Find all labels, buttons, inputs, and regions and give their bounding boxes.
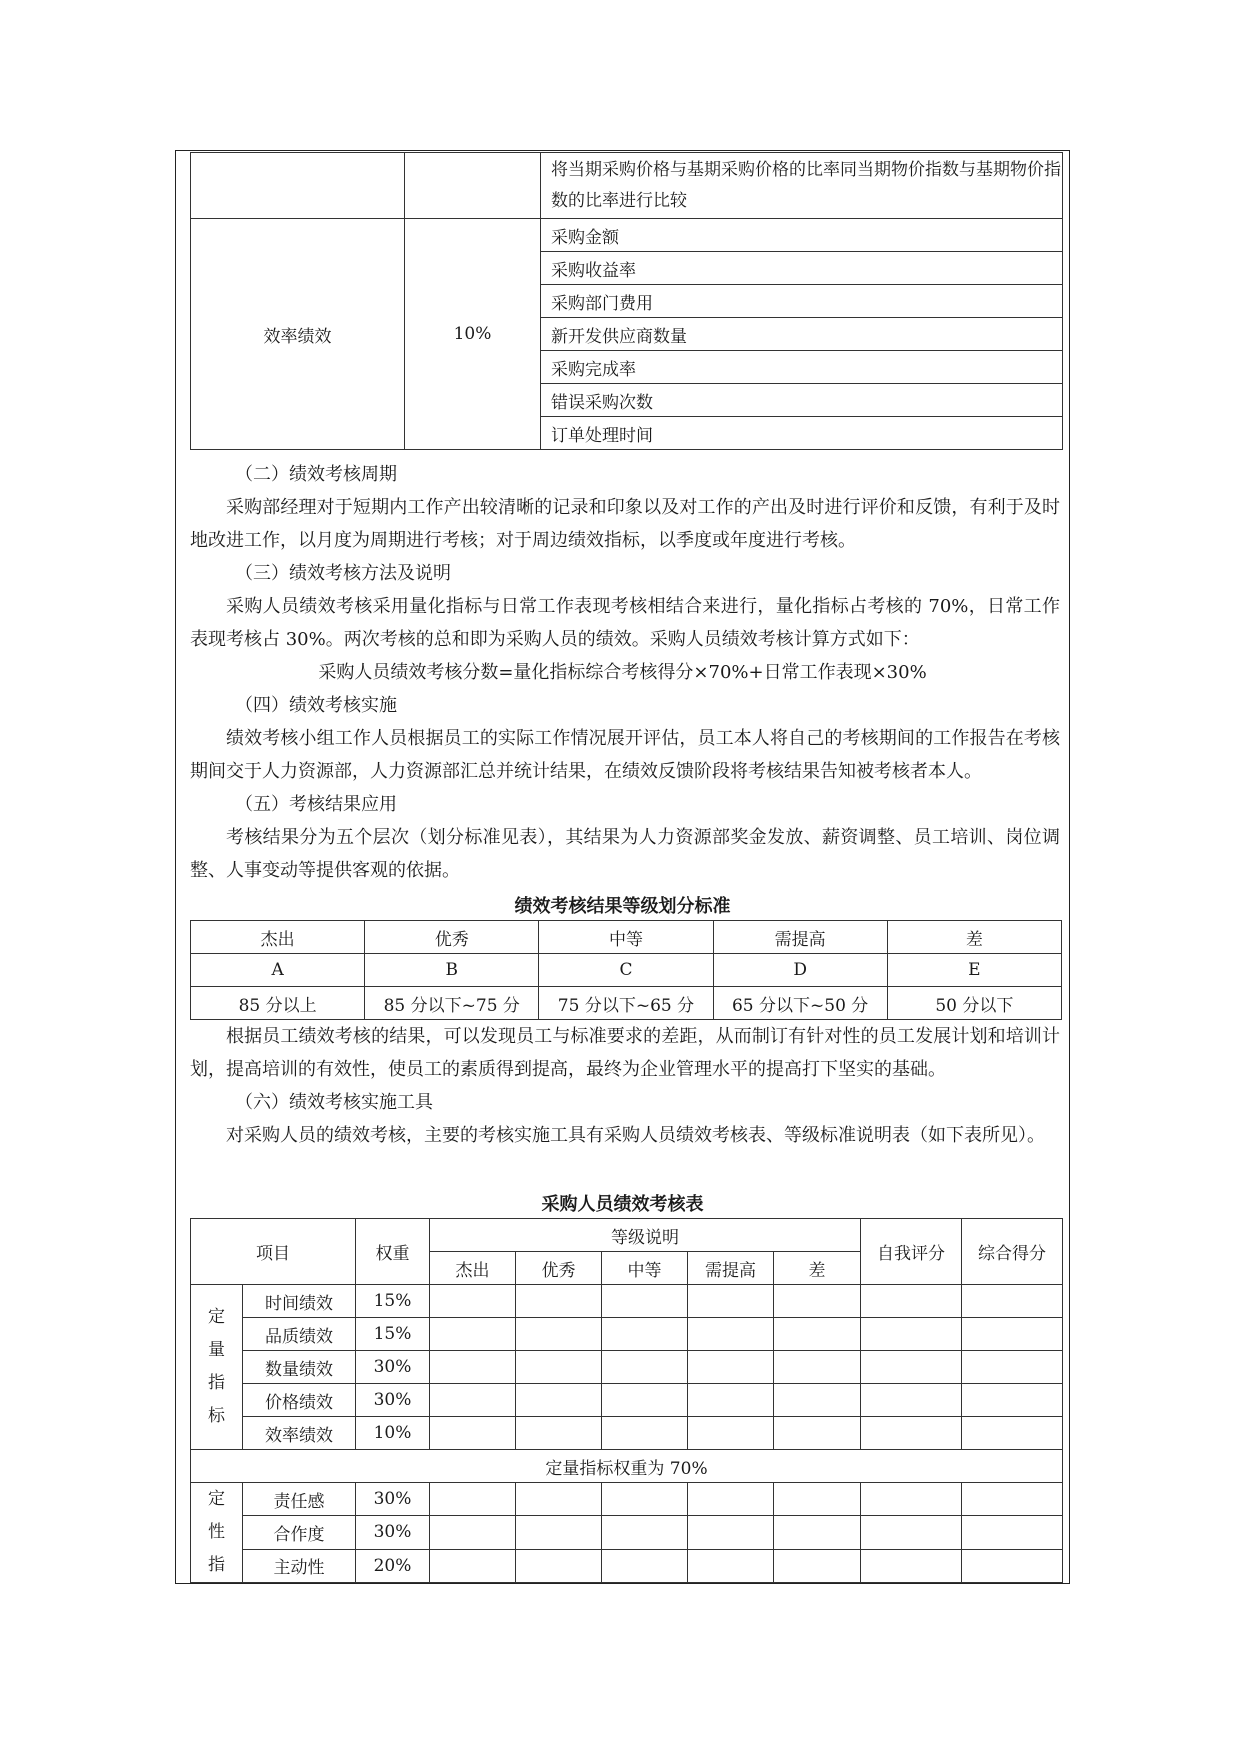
score-cell[interactable] [688,1351,774,1384]
efficiency-weight: 10% [405,219,541,450]
score-cell[interactable] [516,1351,602,1384]
grade-table [190,920,1062,1020]
section-2-text: 采购部经理对于短期内工作产出较清晰的记录和印象以及对工作的产出及时进行评价和反馈，有利于及时地改进工作，以月度为周期进行考核；对于周边绩效指标，以季度或年度进行考核。 [190,497,1060,551]
score-cell[interactable] [688,1285,774,1318]
group-char: 定 [208,1489,225,1509]
score-cell[interactable] [430,1516,516,1549]
indicator-item: 错误采购次数 [541,384,1063,417]
score-cell[interactable] [602,1417,688,1450]
header-grade: 优秀 [516,1252,602,1285]
score-cell[interactable] [688,1318,774,1351]
self-score-cell[interactable] [861,1285,962,1318]
section-5-text: 考核结果分为五个层次（划分标准见表），其结果为人力资源部奖金发放、薪资调整、员工培训、岗位调整、人事变动等提供客观的依据。 [190,827,1060,881]
header-weight: 权重 [356,1219,430,1285]
score-cell[interactable] [430,1549,516,1582]
assess-table [190,1218,1063,1583]
grade-range: 65 分以下~50 分 [713,987,887,1020]
header-grade: 需提高 [688,1252,774,1285]
total-score-cell[interactable] [962,1351,1063,1384]
header-self-score: 自我评分 [861,1219,962,1285]
group-char: 量 [208,1340,225,1360]
indicator-table-continued [190,152,1063,450]
header-grade: 中等 [602,1252,688,1285]
indicator-item: 采购部门费用 [541,285,1063,318]
score-cell[interactable] [430,1318,516,1351]
row-weight: 15% [356,1285,430,1318]
empty-cell [191,153,405,219]
row-name: 时间绩效 [243,1285,356,1318]
grade-letter: B [365,954,539,987]
section-5-heading: （五）考核结果应用 [235,794,397,815]
grade-level: 差 [887,921,1061,954]
row-weight: 30% [356,1483,430,1516]
row-name: 品质绩效 [243,1318,356,1351]
section-6-heading: （六）绩效考核实施工具 [235,1092,433,1113]
grade-level: 中等 [539,921,713,954]
self-score-cell[interactable] [861,1417,962,1450]
total-score-cell[interactable] [962,1549,1063,1582]
section-3-text: 采购人员绩效考核采用量化指标与日常工作表现考核相结合来进行，量化指标占考核的 70%，日常工作表现考核占 30%。两次考核的总和即为采购人员的绩效。采购人员绩效考核计算方式如下： [190,596,1060,650]
row-name: 价格绩效 [243,1384,356,1417]
grade-range: 75 分以下~65 分 [539,987,713,1020]
score-cell[interactable] [774,1483,861,1516]
grade-level: 优秀 [365,921,539,954]
score-cell[interactable] [602,1351,688,1384]
score-cell[interactable] [516,1516,602,1549]
score-cell[interactable] [516,1483,602,1516]
group-char: 指 [208,1373,225,1393]
assess-table-caption: 采购人员绩效考核表 [541,1194,704,1215]
score-cell[interactable] [688,1384,774,1417]
score-cell[interactable] [516,1417,602,1450]
qual-group-label [191,1483,243,1583]
score-cell[interactable] [602,1549,688,1582]
score-cell[interactable] [688,1483,774,1516]
score-formula: 采购人员绩效考核分数=量化指标综合考核得分×70%+日常工作表现×30% [318,662,927,683]
score-cell[interactable] [516,1285,602,1318]
score-cell[interactable] [774,1384,861,1417]
score-cell[interactable] [430,1483,516,1516]
total-score-cell[interactable] [962,1384,1063,1417]
row-weight: 30% [356,1384,430,1417]
total-score-cell[interactable] [962,1516,1063,1549]
score-cell[interactable] [688,1417,774,1450]
row-weight: 10% [356,1417,430,1450]
header-grade: 差 [774,1252,861,1285]
grade-letter: D [713,954,887,987]
grade-table-caption: 绩效考核结果等级划分标准 [514,896,731,917]
score-cell[interactable] [516,1318,602,1351]
self-score-cell[interactable] [861,1351,962,1384]
grade-range: 85 分以下~75 分 [365,987,539,1020]
self-score-cell[interactable] [861,1549,962,1582]
grade-range: 50 分以下 [887,987,1061,1020]
group-char: 性 [208,1522,225,1542]
score-cell[interactable] [774,1417,861,1450]
row-weight: 20% [356,1549,430,1582]
score-cell[interactable] [430,1285,516,1318]
score-cell[interactable] [602,1384,688,1417]
quant-summary: 定量指标权重为 70% [191,1450,1063,1483]
group-char: 定 [208,1307,225,1327]
indicator-item: 采购完成率 [541,351,1063,384]
indicator-item: 新开发供应商数量 [541,318,1063,351]
row-name: 主动性 [243,1549,356,1582]
group-char: 指 [208,1555,225,1575]
grade-letter: C [539,954,713,987]
header-grade: 杰出 [430,1252,516,1285]
section-2-heading: （二）绩效考核周期 [235,464,397,485]
section-4-text: 绩效考核小组工作人员根据员工的实际工作情况展开评估，员工本人将自己的考核期间的工作报告在考核期间交于人力资源部，人力资源部汇总并统计结果，在绩效反馈阶段将考核结果告知被考核者本人。 [190,728,1060,782]
grade-letter: A [191,954,365,987]
header-item: 项目 [191,1219,356,1285]
self-score-cell[interactable] [861,1516,962,1549]
score-cell[interactable] [602,1516,688,1549]
grade-letter: E [887,954,1061,987]
score-cell[interactable] [602,1318,688,1351]
indicator-item: 订单处理时间 [541,417,1063,450]
score-cell[interactable] [430,1384,516,1417]
efficiency-label: 效率绩效 [191,219,405,450]
total-score-cell[interactable] [962,1318,1063,1351]
score-cell[interactable] [774,1351,861,1384]
row-name: 效率绩效 [243,1417,356,1450]
section-5-after-text: 根据员工绩效考核的结果，可以发现员工与标准要求的差距，从而制订有针对性的员工发展计划和培训计划，提高培训的有效性，使员工的素质得到提高，最终为企业管理水平的提高打下坚实的基础。 [190,1026,1060,1080]
score-cell[interactable] [774,1285,861,1318]
group-char: 标 [208,1406,225,1426]
row-weight: 30% [356,1351,430,1384]
header-grade-desc: 等级说明 [430,1219,861,1252]
header-total-score: 综合得分 [962,1219,1063,1285]
row-name: 数量绩效 [243,1351,356,1384]
row-name: 合作度 [243,1516,356,1549]
total-score-cell[interactable] [962,1285,1063,1318]
self-score-cell[interactable] [861,1384,962,1417]
quant-group-label [191,1285,243,1450]
score-cell[interactable] [430,1417,516,1450]
indicator-item: 采购收益率 [541,252,1063,285]
section-4-heading: （四）绩效考核实施 [235,695,397,716]
indicator-item: 采购金额 [541,219,1063,252]
score-cell[interactable] [688,1549,774,1582]
grade-level: 杰出 [191,921,365,954]
self-score-cell[interactable] [861,1483,962,1516]
grade-range: 85 分以上 [191,987,365,1020]
total-score-cell[interactable] [962,1483,1063,1516]
total-score-cell[interactable] [962,1417,1063,1450]
score-cell[interactable] [774,1549,861,1582]
score-cell[interactable] [430,1351,516,1384]
price-comparison-text: 将当期采购价格与基期采购价格的比率同当期物价指数与基期物价指数的比率进行比较 [541,153,1063,219]
score-cell[interactable] [602,1285,688,1318]
score-cell[interactable] [516,1549,602,1582]
row-weight: 15% [356,1318,430,1351]
score-cell[interactable] [602,1483,688,1516]
empty-cell [405,153,541,219]
row-weight: 30% [356,1516,430,1549]
score-cell[interactable] [516,1384,602,1417]
section-3-heading: （三）绩效考核方法及说明 [235,563,451,584]
self-score-cell[interactable] [861,1318,962,1351]
score-cell[interactable] [774,1516,861,1549]
grade-level: 需提高 [713,921,887,954]
score-cell[interactable] [774,1318,861,1351]
section-6-text: 对采购人员的绩效考核，主要的考核实施工具有采购人员绩效考核表、等级标准说明表（如下表所见）。 [226,1125,1045,1146]
score-cell[interactable] [688,1516,774,1549]
row-name: 责任感 [243,1483,356,1516]
